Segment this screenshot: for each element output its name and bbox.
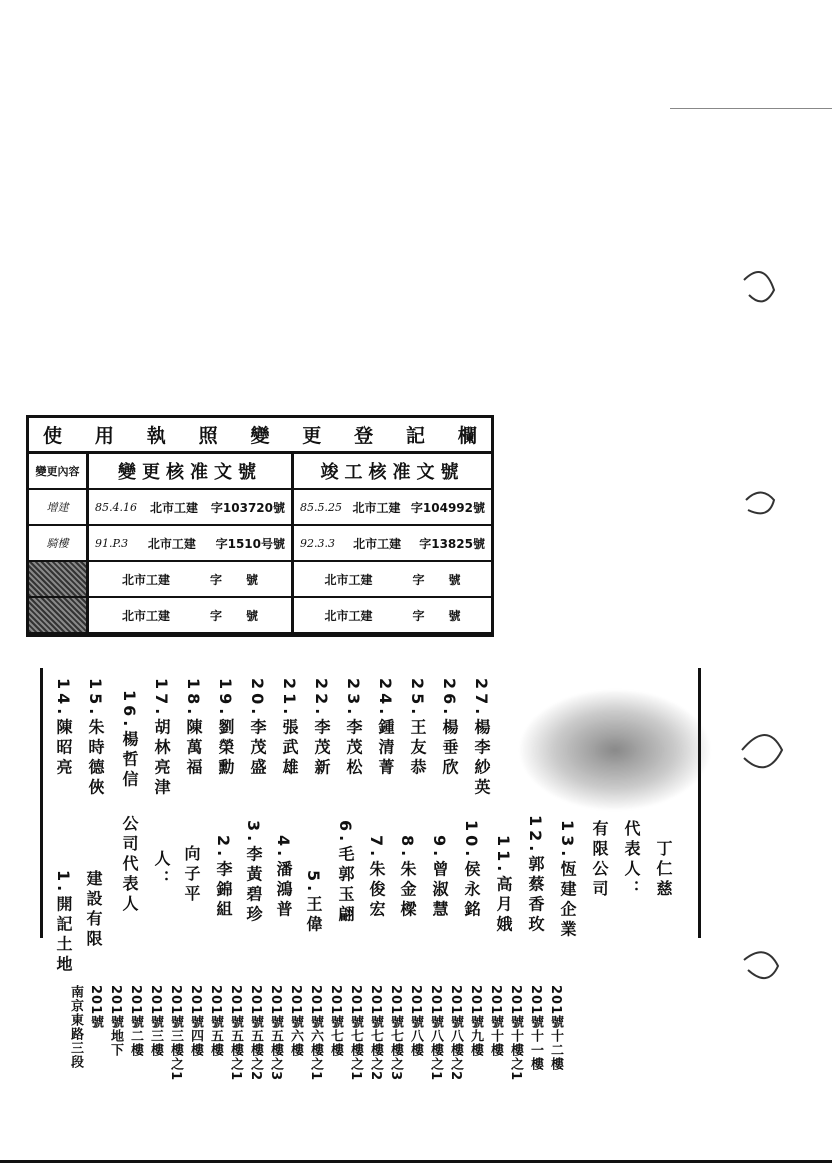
row-change-cell — [89, 526, 294, 560]
title-char: 更 — [302, 425, 322, 447]
list-item: 10.侯永銘 — [462, 820, 481, 921]
handwritten-margin-marks — [736, 180, 796, 1040]
table-row — [29, 598, 491, 634]
address-item: 201號十一樓 — [528, 985, 543, 1072]
list-item: 27.楊李紗英 — [472, 678, 491, 799]
row-change-cell — [89, 490, 294, 524]
title-char: 登 — [354, 425, 374, 447]
title-char: 欄 — [457, 425, 477, 447]
scan-edge-line — [670, 108, 832, 109]
address-item: 201號八樓之2 — [448, 985, 463, 1082]
change-date: 91.P.3 — [95, 536, 129, 550]
address-item: 201號六樓之1 — [308, 985, 323, 1082]
list-item: 8.朱金樑 — [398, 835, 417, 921]
row-done-cell — [294, 598, 491, 632]
title-char: 用 — [94, 425, 114, 447]
change-office: 北市工建 — [149, 500, 198, 515]
address-item: 201號九樓 — [468, 985, 483, 1058]
table-row — [29, 562, 491, 598]
list-item: 11.高月娥 — [494, 835, 513, 936]
list-item: 23.李茂松 — [344, 678, 363, 779]
list-item: 5.王偉 — [304, 870, 323, 936]
address-item: 201號二樓 — [128, 985, 143, 1058]
row-done-cell — [294, 526, 491, 560]
row-done-cell — [294, 490, 491, 524]
address-item: 201號五樓之1 — [228, 985, 243, 1082]
change-date: 85.4.16 — [95, 500, 137, 514]
address-item: 201號十樓 — [488, 985, 503, 1058]
title-char: 變 — [250, 425, 270, 447]
list-item: 人： — [152, 850, 171, 890]
list-item: 25.王友恭 — [408, 678, 427, 779]
list-item: 14.陳昭亮 — [54, 678, 73, 779]
address-item: 201號五樓之3 — [268, 985, 283, 1082]
address-item: 201號三樓之1 — [168, 985, 183, 1082]
address-item: 201號地下 — [108, 985, 123, 1058]
list-item: 7.朱俊宏 — [367, 835, 386, 921]
address-item: 201號四樓 — [188, 985, 203, 1058]
change-office: 北市工建 — [121, 608, 170, 623]
list-item: 20.李茂盛 — [248, 678, 267, 779]
license-change-registration-table — [26, 415, 494, 637]
list-item: 6.毛郭玉翩 — [336, 820, 355, 926]
table-title — [29, 418, 491, 454]
list-item: 建設有限 — [84, 870, 103, 950]
done-office: 北市工建 — [324, 572, 373, 587]
address-item: 201號七樓之2 — [368, 985, 383, 1082]
change-office: 北市工建 — [147, 536, 196, 551]
list-item: 有限公司 — [590, 820, 609, 900]
address-item: 201號三樓 — [148, 985, 163, 1058]
address-item: 201號 — [88, 985, 103, 1030]
list-item: 公司代表人 — [120, 815, 139, 915]
list-item: 16.楊哲信 — [120, 690, 139, 791]
address-item: 201號十二樓 — [548, 985, 563, 1072]
list-item: 22.李茂新 — [312, 678, 331, 779]
change-office: 北市工建 — [121, 572, 170, 587]
done-number: 字 號 — [412, 608, 461, 623]
done-office: 北市工建 — [353, 536, 402, 551]
address-item: 201號八樓 — [408, 985, 423, 1058]
list-item: 3.李黃碧珍 — [244, 820, 263, 926]
address-item: 201號五樓 — [208, 985, 223, 1058]
list-item: 15.朱時德俠 — [86, 678, 105, 799]
row-change-cell — [89, 562, 294, 596]
list-item: 1.開記土地 — [54, 870, 73, 976]
header-change-content: 變更內容 — [29, 454, 89, 488]
table-row — [29, 526, 491, 562]
change-number: 字103720號 — [210, 500, 285, 515]
list-item: 19.劉榮勳 — [216, 678, 235, 779]
header-completion-approval: 竣工核准文號 — [320, 462, 465, 483]
list-item: 向子平 — [182, 845, 201, 905]
scan-noise-speckle — [520, 690, 710, 810]
done-office: 北市工建 — [324, 608, 373, 623]
address-item: 201號七樓之3 — [388, 985, 403, 1082]
list-item: 4.潘鴻普 — [274, 835, 293, 921]
change-number: 字1510号號 — [215, 536, 285, 551]
row-label — [29, 598, 89, 632]
row-label: 騎樓 — [29, 526, 89, 560]
title-char: 使 — [43, 425, 63, 447]
address-item: 201號六樓 — [288, 985, 303, 1058]
title-char: 執 — [146, 425, 166, 447]
done-number: 字 號 — [412, 572, 461, 587]
title-char: 照 — [198, 425, 218, 447]
list-item: 18.陳萬福 — [184, 678, 203, 779]
list-item: 丁仁慈 — [654, 840, 673, 900]
address-header: 南京東路三段 — [68, 985, 83, 1069]
list-item: 26.楊垂欣 — [440, 678, 459, 779]
row-label: 增建 — [29, 490, 89, 524]
address-item: 201號五樓之2 — [248, 985, 263, 1082]
scan-bottom-edge — [0, 1160, 832, 1163]
row-label — [29, 562, 89, 596]
list-item: 2.李錦組 — [214, 835, 233, 921]
list-item: 9.曾淑慧 — [430, 835, 449, 921]
done-date: 92.3.3 — [300, 536, 335, 550]
row-done-cell — [294, 562, 491, 596]
list-item: 代表人： — [622, 820, 641, 900]
table-header-row — [29, 454, 491, 490]
list-item: 12.郭蔡香玫 — [526, 815, 545, 936]
done-number: 字104992號 — [410, 500, 485, 515]
done-date: 85.5.25 — [300, 500, 342, 514]
list-item: 21.張武雄 — [280, 678, 299, 779]
done-office: 北市工建 — [352, 500, 401, 515]
list-item: 24.鍾清菁 — [376, 678, 395, 779]
list-item: 17.胡林亮津 — [152, 678, 171, 799]
address-item: 201號十樓之1 — [508, 985, 523, 1082]
change-number: 字 號 — [210, 608, 259, 623]
done-number: 字13825號 — [419, 536, 485, 551]
change-number: 字 號 — [210, 572, 259, 587]
header-change-approval: 變更核准文號 — [89, 454, 294, 488]
address-item: 201號七樓 — [328, 985, 343, 1058]
list-item: 13.恆建企業 — [558, 820, 577, 941]
table-row — [29, 490, 491, 526]
title-char: 記 — [406, 425, 426, 447]
address-item: 201號八樓之1 — [428, 985, 443, 1082]
address-item: 201號七樓之1 — [348, 985, 363, 1082]
row-change-cell — [89, 598, 294, 632]
